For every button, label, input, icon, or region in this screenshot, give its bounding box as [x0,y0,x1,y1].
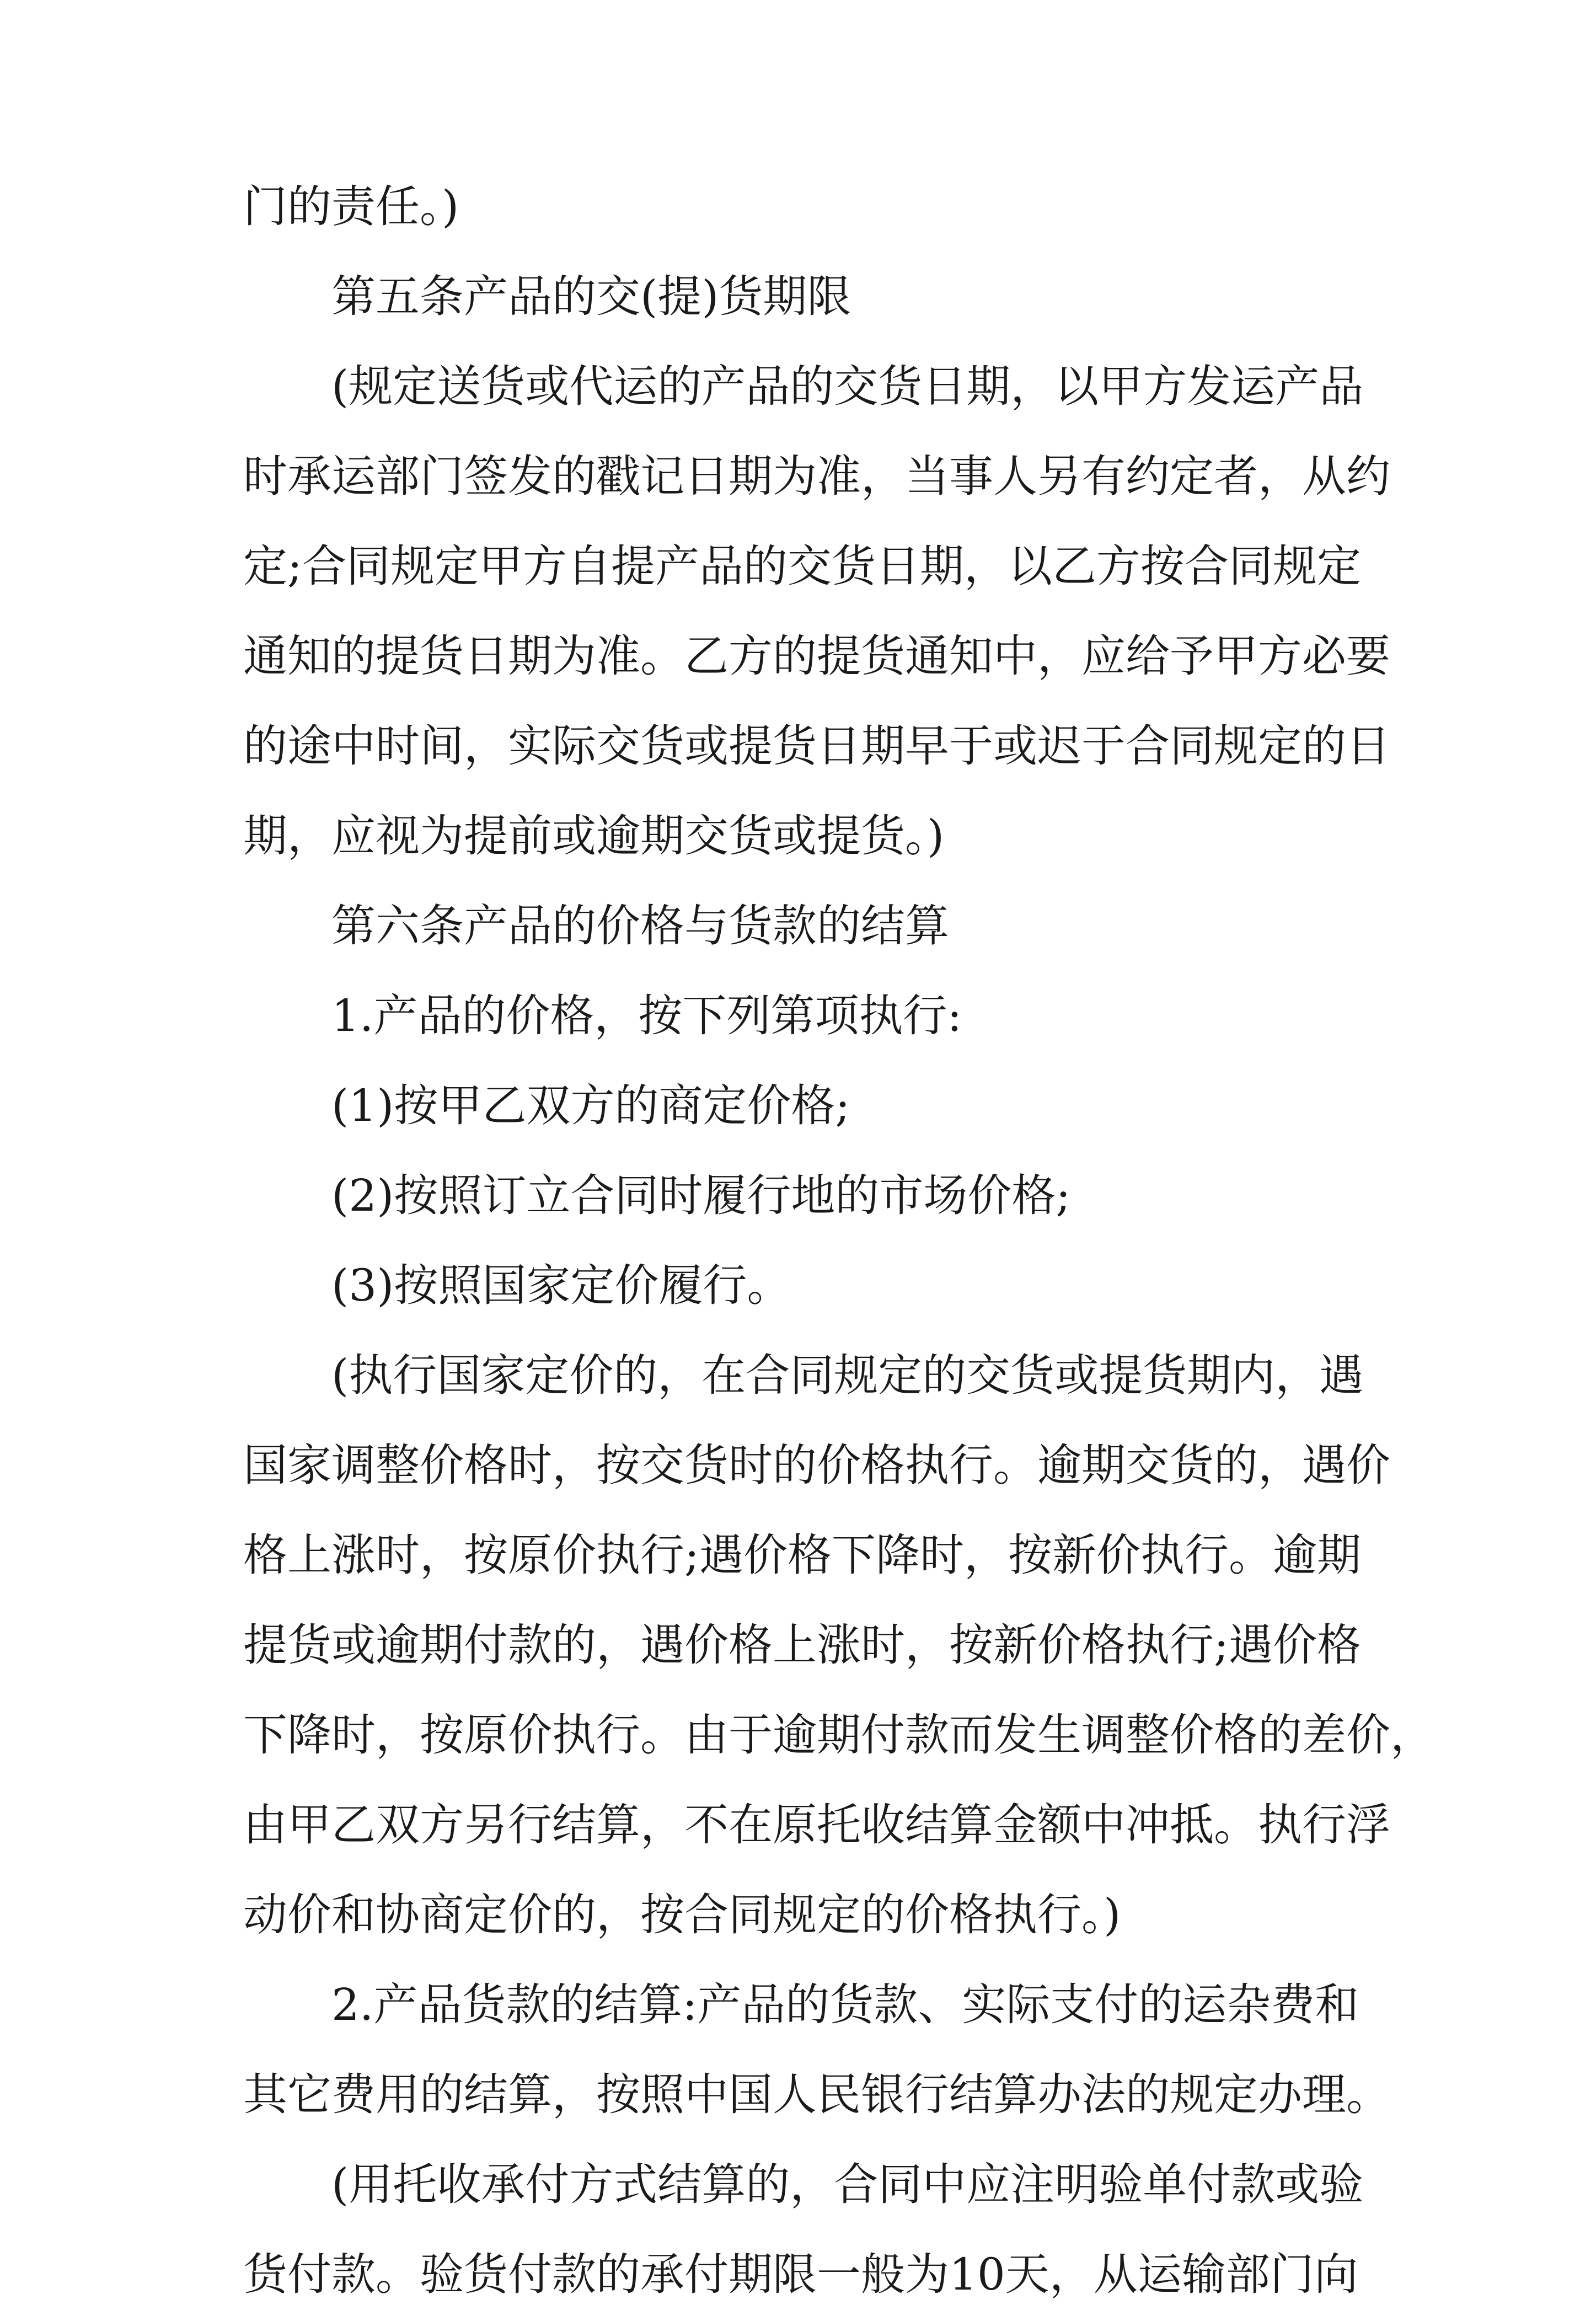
section-heading: 第五条产品的交(提)货期限 [331,271,851,322]
text-line: 时承运部门签发的戳记日期为准，当事人另有约定者，从约 [243,451,1390,502]
text-line: 通知的提货日期为准。乙方的提货通知中，应给予甲方必要 [243,630,1390,682]
section-heading: 第六条产品的价格与货款的结算 [331,900,949,951]
text-line: 货付款。验货付款的承付期限一般为10天，从运输部门向 [243,2249,1358,2300]
text-line: 门的责任。) [243,181,459,232]
text-line: 定;合同规定甲方自提产品的交货日期，以乙方按合同规定 [243,541,1361,592]
list-item: 2.产品货款的结算:产品的货款、实际支付的运杂费和 [331,1979,1359,2030]
text-line: (规定送货或代运的产品的交货日期，以甲方发运产品 [331,361,1364,412]
list-item: (1)按甲乙双方的商定价格; [331,1080,850,1131]
list-item: (3)按照国家定价履行。 [331,1260,791,1311]
text-line: 国家调整价格时，按交货时的价格执行。逾期交货的，遇价 [243,1440,1390,1491]
text-line: 的途中时间，实际交货或提货日期早于或迟于合同规定的日 [243,720,1390,772]
text-line: 期，应视为提前或逾期交货或提货。) [243,810,945,862]
list-item: (2)按照订立合同时履行地的市场价格; [331,1170,1071,1221]
text-line: (执行国家定价的，在合同规定的交货或提货期内，遇 [331,1350,1364,1401]
text-line: 动价和协商定价的，按合同规定的价格执行。) [243,1889,1121,1940]
text-line: 由甲乙双方另行结算，不在原托收结算金额中冲抵。执行浮 [243,1799,1390,1851]
text-line: (用托收承付方式结算的，合同中应注明验单付款或验 [331,2159,1364,2210]
text-line: 提货或逾期付款的，遇价格上涨时，按新价格执行;遇价格 [243,1619,1361,1671]
text-line: 其它费用的结算，按照中国人民银行结算办法的规定办理。 [243,2069,1390,2120]
list-item: 1.产品的价格，按下列第项执行: [331,990,962,1041]
text-line: 下降时，按原价执行。由于逾期付款而发生调整价格的差价， [243,1709,1434,1761]
text-line: 格上涨时，按原价执行;遇价格下降时，按新价执行。逾期 [243,1529,1361,1581]
